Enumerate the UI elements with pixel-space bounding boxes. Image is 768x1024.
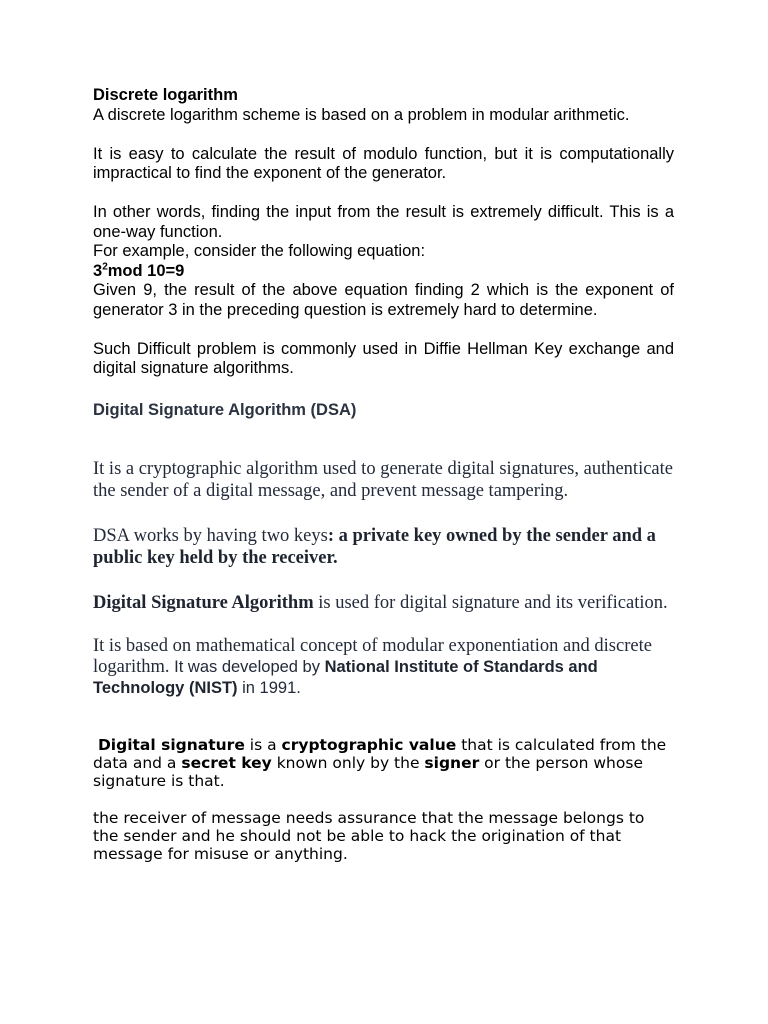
equation: $3^2mod$ 10=9: [93, 261, 185, 280]
document-page: [93, 86, 674, 863]
paragraph-digital-signature: Digital signature is a cryptographic value that is calculated from the data and a secret key known only by the signer or the person whose signature is that.: [93, 736, 667, 790]
paragraph-example-intro: For example, consider the following equation:: [93, 242, 426, 260]
discrete-log-section: [93, 86, 674, 379]
paragraph-diffie-hellman: Such Difficult problem is commonly used in Diffie Hellman Key exchange and digital signature algorithms.: [93, 339, 674, 377]
paragraph-dsa-usage: Digital Signature Algorithm is used for digital signature and its verification.: [93, 592, 668, 613]
paragraph-receiver-assurance: the receiver of message needs assurance that the message belongs to the sender and he should not be able to hack the origination of that message for misuse or anything.: [93, 809, 645, 863]
discrete-log-title: Discrete logarithm: [93, 86, 238, 104]
paragraph-modular-arithmetic: A discrete logarithm scheme is based on a problem in modular arithmetic.: [93, 105, 630, 124]
paragraph-one-way-function: In other words, finding the input from the result is extremely difficult. This is a one-way function.: [93, 203, 674, 241]
paragraph-given-nine: Given 9, the result of the above equation finding 2 which is the exponent of generator 3 in the preceding question is extremely hard to determine.: [93, 281, 674, 319]
paragraph-modulo-function: It is easy to calculate the result of modulo function, but it is computationally impractical to find the exponent of the generator.: [93, 144, 674, 182]
paragraph-dsa-origin: It is based on mathematical concept of modular exponentiation and discrete logarithm. It was developed by National Institute of Standards and Technology (NIST) in 1991.: [93, 636, 652, 697]
paragraph-dsa-keys: DSA works by having two keys: a private key owned by the sender and a public key held by the receiver.: [93, 525, 656, 568]
dsa-heading: Digital Signature Algorithm (DSA): [93, 400, 357, 419]
paragraph-dsa-definition: It is a cryptographic algorithm used to generate digital signatures, authenticate the sender of a digital message, and prevent message tampering.: [93, 458, 673, 501]
